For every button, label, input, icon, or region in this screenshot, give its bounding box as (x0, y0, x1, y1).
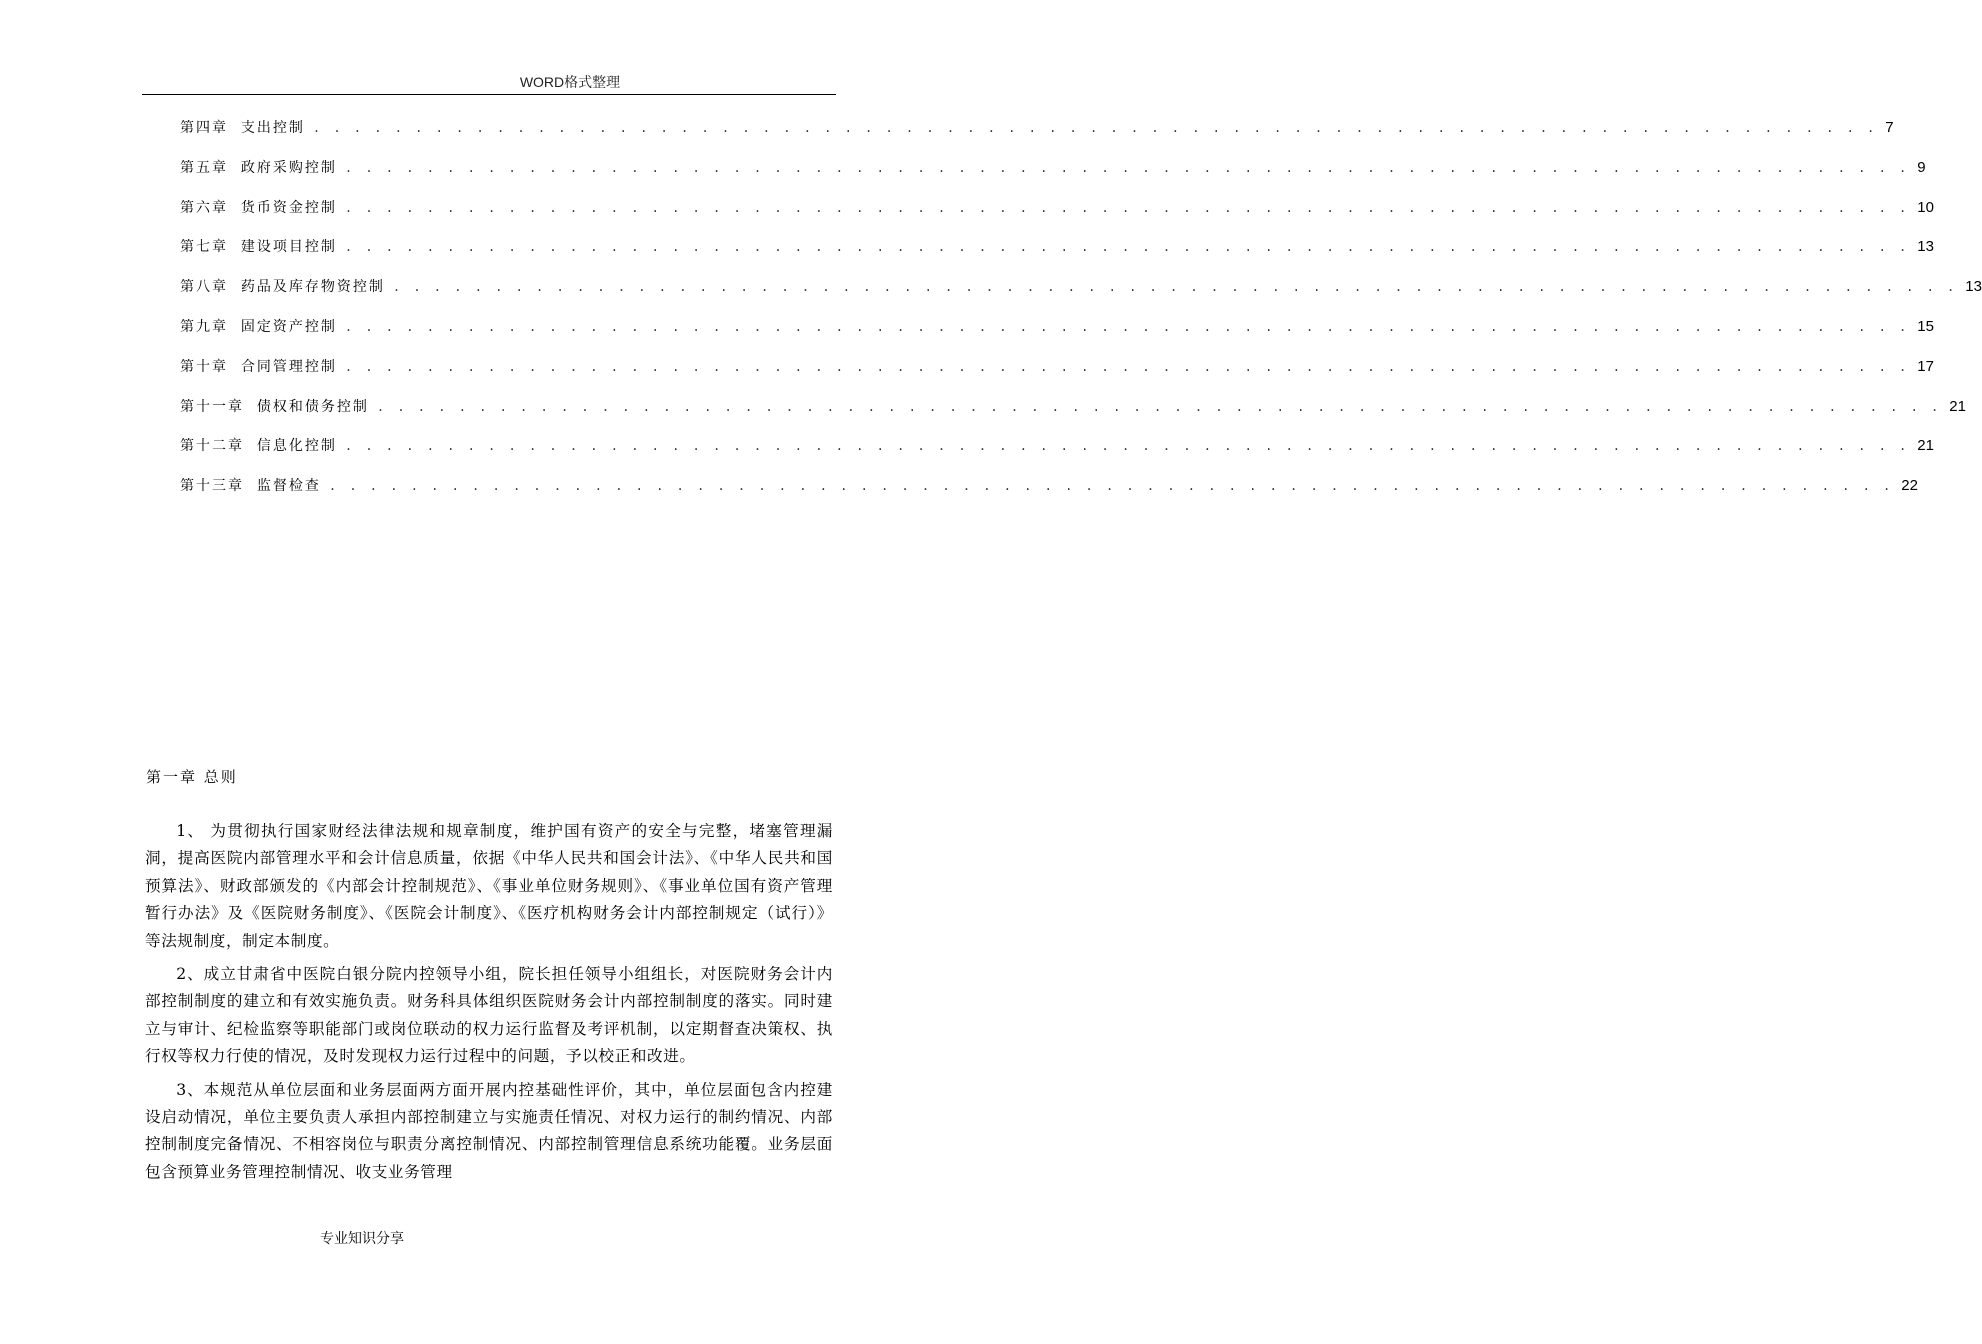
toc-entry-page: 22 (1901, 477, 1918, 495)
body-paragraph: 2、成立甘肃省中医院白银分院内控领导小组，院长担任领导小组组长，对医院财务会计内部控制制度的建立和有效实施负责。财务科具体组织医院财务会计内部控制制度的落实。同时建立与审计、纪检监察等职能部门或岗位联动的权力运行监督及考评机制，以定期督查决策权、执行权等权力行使的情况，及时发现权力运行过程中的问题，予以校正和改进。 (145, 965, 833, 1066)
toc-entry[interactable] (180, 356, 1934, 396)
toc-entry-title: 第十一章 债权和债务控制 (180, 398, 369, 415)
chapter-heading: 第一章 总则 (146, 768, 238, 786)
table-of-contents (180, 117, 1982, 515)
toc-leader-dots: . . . . . . . . . . . . . . . . . . . . . . . . . . . . . . . . . . . . . . . . . . . . . . . . . . . . . . . . . . . . . . . . . . . . . . . . . . . . . (376, 399, 1942, 414)
toc-entry-page: 21 (1917, 437, 1934, 455)
toc-leader-dots: . . . . . . . . . . . . . . . . . . . . . . . . . . . . . . . . . . . . . . . . . . . . . . . . . . . . . . . . . . . . . . . . . . . . . . . . . . . . . (312, 121, 1878, 135)
toc-entry-title: 第八章 药品及库存物资控制 (180, 279, 385, 296)
toc-entry-title: 第十章 合同管理控制 (180, 358, 337, 375)
toc-entry-title: 第四章 支出控制 (180, 120, 305, 136)
toc-entry-title: 第七章 建设项目控制 (180, 239, 337, 256)
toc-entry-page: 21 (1949, 397, 1966, 415)
toc-leader-dots: . . . . . . . . . . . . . . . . . . . . . . . . . . . . . . . . . . . . . . . . . . . . . . . . . . . . . . . . . . . . . . . . . . . . . . . . . . . . . (344, 200, 1910, 215)
toc-entry-page: 7 (1885, 119, 1894, 136)
toc-entry[interactable] (180, 276, 1982, 316)
toc-entry[interactable] (180, 197, 1934, 237)
toc-entry[interactable] (180, 475, 1918, 515)
toc-entry-page: 13 (1917, 238, 1934, 256)
toc-entry-title: 第六章 货币资金控制 (180, 199, 337, 216)
toc-entry[interactable] (180, 236, 1934, 276)
toc-entry-title: 第五章 政府采购控制 (180, 159, 337, 176)
toc-entry-page: 13 (1965, 278, 1982, 296)
toc-leader-dots: . . . . . . . . . . . . . . . . . . . . . . . . . . . . . . . . . . . . . . . . . . . . . . . . . . . . . . . . . . . . . . . . . . . . . . . . . . . . . (344, 160, 1910, 175)
toc-entry[interactable] (180, 316, 1934, 356)
toc-entry-page: 9 (1917, 158, 1926, 176)
page-header: WORD格式整理 (519, 74, 621, 90)
toc-entry-title: 第十二章 信息化控制 (180, 438, 337, 455)
body-paragraph: 3、本规范从单位层面和业务层面两方面开展内控基础性评价，其中，单位层面包含内控建设启动情况，单位主要负责人承担内部控制建立与实施责任情况、对权力运行的制约情况、内部控制制度完备情况、不相容岗位与职责分离控制情况、内部控制管理信息系统功能覆。业务层面包含预算业务管理控制情况、收支业务管理 (145, 1080, 833, 1181)
toc-entry-title: 第九章 固定资产控制 (180, 318, 337, 335)
toc-entry-title: 第十三章 监督检查 (180, 478, 321, 495)
page-footer: 专业知识分享 (320, 1230, 404, 1246)
body-paragraph: 1、 为贯彻执行国家财经法律法规和规章制度，维护国有资产的安全与完整，堵塞管理漏洞，提高医院内部管理水平和会计信息质量，依据《中华人民共和国会计法》、《中华人民共和国预算法》、财政部颁发的《内部会计控制规范》、《事业单位财务规则》、《事业单位国有资产管理暂行办法》及《医院财务制度》、《医院会计制度》、《医疗机构财务会计内部控制规定（试行）》等法规制度，制定本制度。 (145, 822, 833, 950)
toc-leader-dots: . . . . . . . . . . . . . . . . . . . . . . . . . . . . . . . . . . . . . . . . . . . . . . . . . . . . . . . . . . . . . . . . . . . . . . . . . . . . . (328, 479, 1894, 494)
toc-entry[interactable] (180, 435, 1934, 475)
toc-entry-page: 17 (1917, 357, 1934, 375)
toc-entry[interactable] (180, 157, 1926, 197)
toc-entry-page: 15 (1917, 317, 1934, 335)
toc-entry-page: 10 (1917, 198, 1934, 216)
toc-leader-dots: . . . . . . . . . . . . . . . . . . . . . . . . . . . . . . . . . . . . . . . . . . . . . . . . . . . . . . . . . . . . . . . . . . . . . . . . . . . . . (344, 319, 1910, 334)
chapter-body (145, 818, 833, 1192)
header-divider (142, 94, 836, 95)
toc-entry[interactable] (180, 117, 1894, 157)
toc-leader-dots: . . . . . . . . . . . . . . . . . . . . . . . . . . . . . . . . . . . . . . . . . . . . . . . . . . . . . . . . . . . . . . . . . . . . . . . . . . . . . (344, 240, 1910, 255)
toc-leader-dots: . . . . . . . . . . . . . . . . . . . . . . . . . . . . . . . . . . . . . . . . . . . . . . . . . . . . . . . . . . . . . . . . . . . . . . . . . . . . . (344, 359, 1910, 374)
toc-entry[interactable] (180, 396, 1966, 436)
toc-leader-dots: . . . . . . . . . . . . . . . . . . . . . . . . . . . . . . . . . . . . . . . . . . . . . . . . . . . . . . . . . . . . . . . . . . . . . . . . . . . . . (344, 439, 1910, 454)
toc-leader-dots: . . . . . . . . . . . . . . . . . . . . . . . . . . . . . . . . . . . . . . . . . . . . . . . . . . . . . . . . . . . . . . . . . . . . . . . . . . . . . (392, 280, 1958, 295)
